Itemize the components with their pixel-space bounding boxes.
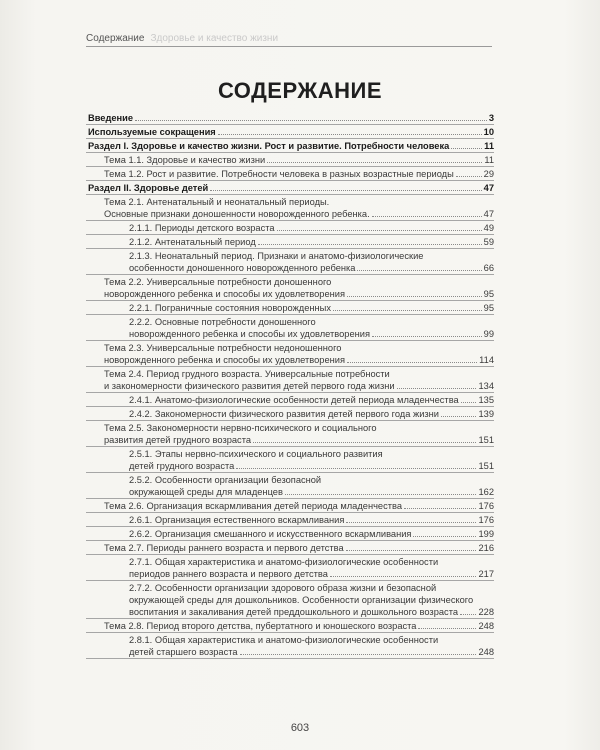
toc-entry-title: новорожденного ребенка и способы их удовлетворения	[104, 355, 346, 365]
toc-entry-title: новорожденного ребенка и способы их удовлетворения	[104, 289, 346, 299]
toc-entry-page-number: 66	[483, 263, 494, 273]
toc-entry	[86, 500, 494, 513]
toc-entry-title: 2.6.1. Организация естественного вскармливания	[129, 515, 345, 525]
toc-entry-page-number: 3	[488, 113, 494, 123]
toc-entry	[86, 582, 494, 619]
toc-entry-title: Тема 2.6. Организация вскармливания детей периода младенчества	[104, 501, 403, 511]
toc-entry-page-number: 139	[478, 409, 494, 419]
toc-entry	[86, 236, 494, 249]
dot-leader	[413, 536, 476, 537]
toc-entry	[86, 528, 494, 541]
toc-entry	[86, 514, 494, 527]
toc-entry-text-line: Тема 2.2. Универсальные потребности доношенного	[104, 277, 332, 287]
dot-leader	[253, 442, 476, 443]
dot-leader	[267, 162, 482, 163]
toc-entry-text-line: Тема 2.3. Универсальные потребности недоношенного	[104, 343, 342, 353]
toc-entry-text-line: 2.2.2. Основные потребности доношенного	[129, 317, 316, 327]
toc-entry	[86, 408, 494, 421]
toc-entry-page-number: 47	[483, 209, 494, 219]
toc-entry	[86, 154, 494, 167]
toc-entry-title: 2.1.2. Антенатальный период	[129, 237, 256, 247]
toc-entry-page-number: 29	[483, 169, 494, 179]
dot-leader	[346, 550, 477, 551]
toc-entry-title: 2.1.1. Периоды детского возраста	[129, 223, 275, 233]
dot-leader	[456, 176, 482, 177]
toc-entry-page-number: 135	[478, 395, 494, 405]
toc-entry-title: детей грудного возраста	[129, 461, 235, 471]
toc-entry-title: Тема 1.1. Здоровье и качество жизни	[104, 155, 266, 165]
dot-leader	[258, 244, 482, 245]
toc-entry-page-number: 95	[483, 303, 494, 313]
toc-entry-page-number: 217	[478, 569, 494, 579]
toc-entry	[86, 316, 494, 341]
toc-entry-page-number: 248	[478, 647, 494, 657]
toc-entry-page-number: 199	[478, 529, 494, 539]
toc-entry-page-number: 176	[478, 501, 494, 511]
toc-entry-title: окружающей среды для младенцев	[129, 487, 283, 497]
toc-entry	[86, 422, 494, 447]
toc-entry-page-number: 151	[478, 435, 494, 445]
toc-entry-title: детей старшего возраста	[129, 647, 238, 657]
toc-entry-page-number: 95	[483, 289, 494, 299]
toc-entry-title: особенности доношенного новорожденного ребенка	[129, 263, 356, 273]
toc-entry	[86, 276, 494, 301]
toc-entry	[86, 302, 494, 315]
dot-leader	[347, 362, 477, 363]
toc-entry	[86, 394, 494, 407]
toc-entry	[86, 196, 494, 221]
toc-entry	[86, 126, 494, 139]
toc-entry-text-line: окружающей среды для дошкольников. Особенности организации физического	[129, 595, 474, 605]
toc-entry	[86, 620, 494, 633]
toc-entry-title: и закономерности физического развития детей первого года жизни	[104, 381, 395, 391]
page-title: СОДЕРЖАНИЕ	[217, 78, 383, 103]
toc-entry-page-number: 151	[478, 461, 494, 471]
toc-entry-text-line: 2.5.1. Этапы нервно-психического и социального развития	[129, 449, 383, 459]
toc-entry-page-number: 176	[478, 515, 494, 525]
dot-leader	[135, 120, 487, 121]
toc-entry	[86, 342, 494, 367]
toc-entry	[86, 140, 494, 153]
toc-entry	[86, 368, 494, 393]
toc-entry-title: новорожденного ребенка и способы их удовлетворения	[129, 329, 371, 339]
toc-entry-text-line: Тема 2.1. Антенатальный и неонатальный периоды.	[104, 197, 330, 207]
toc-entry-text-line: 2.5.2. Особенности организации безопасной	[129, 475, 322, 485]
toc-entry	[86, 556, 494, 581]
dot-leader	[285, 494, 477, 495]
dot-leader	[460, 614, 476, 615]
toc-entry-page-number: 216	[478, 543, 494, 553]
toc-entry	[86, 250, 494, 275]
toc-entry-title: Раздел II. Здоровье детей	[88, 183, 209, 193]
dot-leader	[397, 388, 477, 389]
toc-entry	[86, 182, 494, 195]
toc-entry	[86, 168, 494, 181]
toc-entry-text-line: 2.7.2. Особенности организации здорового образа жизни и безопасной	[129, 583, 437, 593]
toc-entry-title: Основные признаки доношенности новорожденного ребенка.	[104, 209, 370, 219]
toc-entry-title: Введение	[88, 113, 134, 123]
toc-entry-title: периодов раннего возраста и первого детства	[129, 569, 328, 579]
dot-leader	[277, 230, 482, 231]
toc-entry-title: 2.4.1. Анатомо-физиологические особенности детей периода младенчества	[129, 395, 459, 405]
toc-entry-page-number: 11	[484, 141, 494, 151]
toc-entry-title: Тема 2.7. Периоды раннего возраста и первого детства	[104, 543, 344, 553]
toc-entry-page-number: 10	[483, 127, 494, 137]
dot-leader	[240, 654, 477, 655]
toc-entry-title: Используемые сокращения	[88, 127, 216, 137]
toc-entry-page-number: 47	[483, 183, 494, 193]
toc-entry-title: воспитания и закаливания детей преддошкольного и дошкольного возраста	[129, 607, 459, 617]
toc-entry-page-number: 99	[483, 329, 494, 339]
running-head	[86, 33, 492, 47]
dot-leader	[333, 310, 482, 311]
toc-entry-text-line: Тема 2.5. Закономерности нервно-психического и социального	[104, 423, 377, 433]
dot-leader	[346, 522, 476, 523]
dot-leader	[461, 402, 477, 403]
toc-entry	[86, 112, 494, 125]
toc-entry-page-number: 134	[478, 381, 494, 391]
table-of-contents	[86, 112, 494, 660]
toc-entry	[86, 542, 494, 555]
dot-leader	[372, 216, 482, 217]
toc-entry-title: развития детей грудного возраста	[104, 435, 252, 445]
toc-entry-page-number: 114	[479, 355, 494, 365]
dot-leader	[441, 416, 477, 417]
dot-leader	[330, 576, 477, 577]
running-head-title: Содержание	[86, 33, 145, 44]
dot-leader	[236, 468, 476, 469]
toc-entry-title: Раздел I. Здоровье и качество жизни. Рост и развитие. Потребности человека	[88, 141, 450, 151]
dot-leader	[210, 190, 481, 191]
dot-leader	[451, 148, 482, 149]
toc-entry-text-line: 2.8.1. Общая характеристика и анатомо-физиологические особенности	[129, 635, 439, 645]
toc-entry	[86, 448, 494, 473]
toc-entry-page-number: 49	[483, 223, 494, 233]
toc-entry-text-line: Тема 2.4. Период грудного возраста. Универсальные потребности	[104, 369, 390, 379]
toc-entry-title: 2.2.1. Пограничные состояния новорожденных	[129, 303, 332, 313]
dot-leader	[418, 628, 476, 629]
page-number: 603	[290, 722, 310, 734]
toc-entry	[86, 222, 494, 235]
dot-leader	[347, 296, 482, 297]
toc-entry-page-number: 162	[478, 487, 494, 497]
toc-entry	[86, 634, 494, 659]
toc-entry-page-number: 248	[478, 621, 494, 631]
toc-entry	[86, 474, 494, 499]
toc-entry-title: 2.4.2. Закономерности физического развития детей первого года жизни	[129, 409, 439, 419]
toc-entry-title: 2.6.2. Организация смешанного и искусственного вскармливания	[129, 529, 412, 539]
toc-entry-text-line: 2.7.1. Общая характеристика и анатомо-физиологические особенности	[129, 557, 439, 567]
dot-leader	[372, 336, 482, 337]
toc-entry-text-line: 2.1.3. Неонатальный период. Признаки и анатомо-физиологические	[129, 251, 424, 261]
running-head-ghost-text: Здоровье и качество жизни	[150, 33, 279, 44]
toc-entry-title: Тема 2.8. Период второго детства, пубертатного и юношеского возраста	[104, 621, 417, 631]
dot-leader	[218, 134, 482, 135]
toc-entry-page-number: 59	[483, 237, 494, 247]
toc-entry-title: Тема 1.2. Рост и развитие. Потребности человека в разных возрастные периоды	[104, 169, 454, 179]
dot-leader	[357, 270, 481, 271]
toc-entry-page-number: 228	[478, 607, 494, 617]
toc-entry-page-number: 11	[484, 155, 494, 165]
dot-leader	[404, 508, 476, 509]
